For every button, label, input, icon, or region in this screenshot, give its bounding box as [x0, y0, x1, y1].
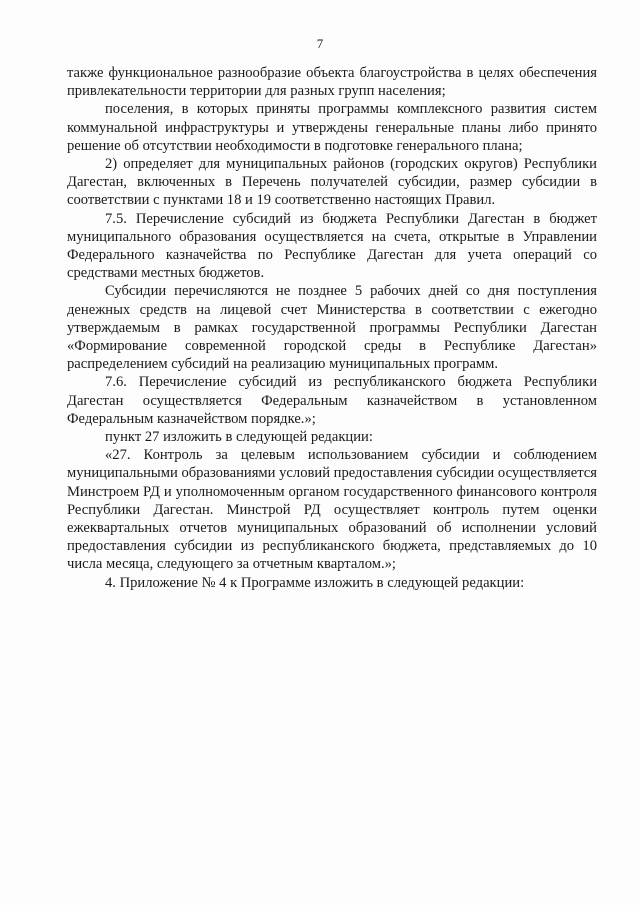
- paragraph-appendix-4: 4. Приложение № 4 к Программе изложить в следующей редакции:: [105, 574, 525, 591]
- document-body: [67, 64, 597, 592]
- paragraph-subsidy-transfer: Субсидии перечисляются не позднее 5 рабочих дней со дня поступления денежных средств на лицевой счет Министерства в соответствии с ежегодно утверждаемым в рамках государственной программы Республики Дагестан «Формирование современной городской среды в Республике Дагестан» распределением субсидий на реализацию муниципальных программ.: [67, 283, 597, 373]
- paragraph-7-5: 7.5. Перечисление субсидий из бюджета Республики Дагестан в бюджет муниципального образования осуществляется на счета, открытые в Управлении Федерального казначейства по Республике Дагестан для учета операций со средствами местных бюджетов.: [67, 210, 597, 282]
- paragraph-item-2: 2) определяет для муниципальных районов (городских округов) Республики Дагестан, включенных в Перечень получателей субсидии, размер субсидии в соответствии с пунктами 18 и 19 соответственно настоящих Правил.: [67, 156, 597, 209]
- paragraph-7-6: 7.6. Перечисление субсидий из республиканского бюджета Республики Дагестан осуществляется Федеральным казначейством в установленном Федеральным казначейством порядке.»;: [67, 374, 597, 427]
- paragraph-point-27-intro: пункт 27 изложить в следующей редакции:: [105, 429, 373, 446]
- paragraph-continuation: также функциональное разнообразие объекта благоустройства в целях обеспечения привлекательности территории для разных групп населения;: [67, 65, 597, 100]
- page-number: 7: [316, 36, 324, 51]
- paragraph-settlements: поселения, в которых приняты программы комплексного развития систем коммунальной инфраструктуры и утверждены генеральные планы либо принято решение об отсутствии необходимости в подготовке генерального плана;: [67, 101, 597, 154]
- paragraph-point-27: «27. Контроль за целевым использованием субсидии и соблюдением муниципальными образованиями условий предоставления субсидии осуществляется Минстроем РД и уполномоченным органом государственного финансового контроля Республики Дагестан. Минстрой РД осуществляет контроль путем оценки ежеквартальных отчетов муниципальных образований об исполнении условий предоставления субсидии из республиканского бюджета, представляемых до 10 числа месяца, следующего за отчетным кварталом.»;: [67, 447, 597, 573]
